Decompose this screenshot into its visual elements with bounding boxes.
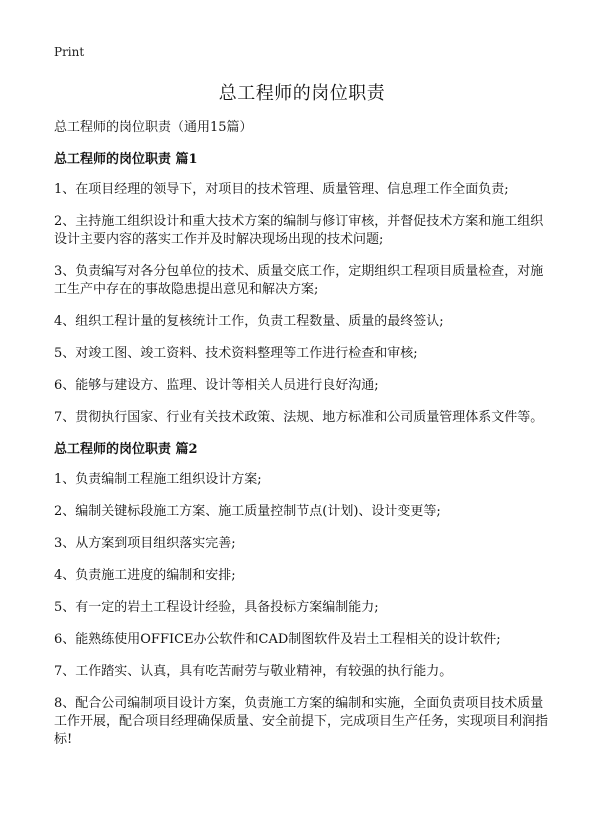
- paragraph: 5、对竣工图、竣工资料、技术资料整理等工作进行检查和审核;: [54, 346, 418, 361]
- section-2: [54, 441, 550, 749]
- paragraph: 6、能够与建设方、监理、设计等相关人员进行良好沟通;: [54, 378, 379, 393]
- paragraph: 1、在项目经理的领导下，对项目的技术管理、质量管理、信息理工作全面负责;: [54, 182, 509, 197]
- paragraph: 5、有一定的岩土工程设计经验，具备投标方案编制能力;: [54, 600, 379, 615]
- section-heading: 总工程师的岗位职责 篇2: [54, 442, 198, 457]
- paragraph: 7、工作踏实、认真，具有吃苦耐劳与敬业精神，有较强的执行能力。: [54, 664, 453, 679]
- paragraph: 8、配合公司编制项目设计方案，负责施工方案的编制和实施，全面负责项目技术质量工作开展，配合项目经理确保质量、安全前提下，完成项目生产任务，实现项目利润指标!: [54, 696, 549, 747]
- paragraph: 4、组织工程计量的复核统计工作，负责工程数量、质量的最终签认;: [54, 314, 444, 329]
- section-1: [54, 151, 550, 427]
- paragraph: 4、负责施工进度的编制和安排;: [54, 568, 236, 583]
- paragraph: 3、负责编写对各分包单位的技术、质量交底工作，定期组织工程项目质量检查，对施工生产中存在的事故隐患提出意见和解决方案;: [54, 264, 544, 297]
- paragraph: 2、主持施工组织设计和重大技术方案的编制与修订审核，并督促技术方案和施工组织设计主要内容的落实工作并及时解决现场出现的技术问题;: [54, 214, 544, 247]
- paragraph: 2、编制关键标段施工方案、施工质量控制节点(计划)、设计变更等;: [54, 504, 441, 519]
- paragraph: 7、贯彻执行国家、行业有关技术政策、法规、地方标准和公司质量管理体系文件等。: [54, 410, 544, 425]
- document-title: 总工程师的岗位职责: [218, 83, 386, 104]
- section-heading: 总工程师的岗位职责 篇1: [54, 152, 198, 167]
- document-subtitle: 总工程师的岗位职责（通用15篇）: [54, 120, 253, 135]
- paragraph: 1、负责编制工程施工组织设计方案;: [54, 472, 262, 487]
- paragraph: 3、从方案到项目组织落实完善;: [54, 536, 236, 551]
- paragraph: 6、能熟练使用OFFICE办公软件和CAD制图软件及岩土工程相关的设计软件;: [54, 632, 501, 647]
- print-link[interactable]: Print: [54, 45, 85, 59]
